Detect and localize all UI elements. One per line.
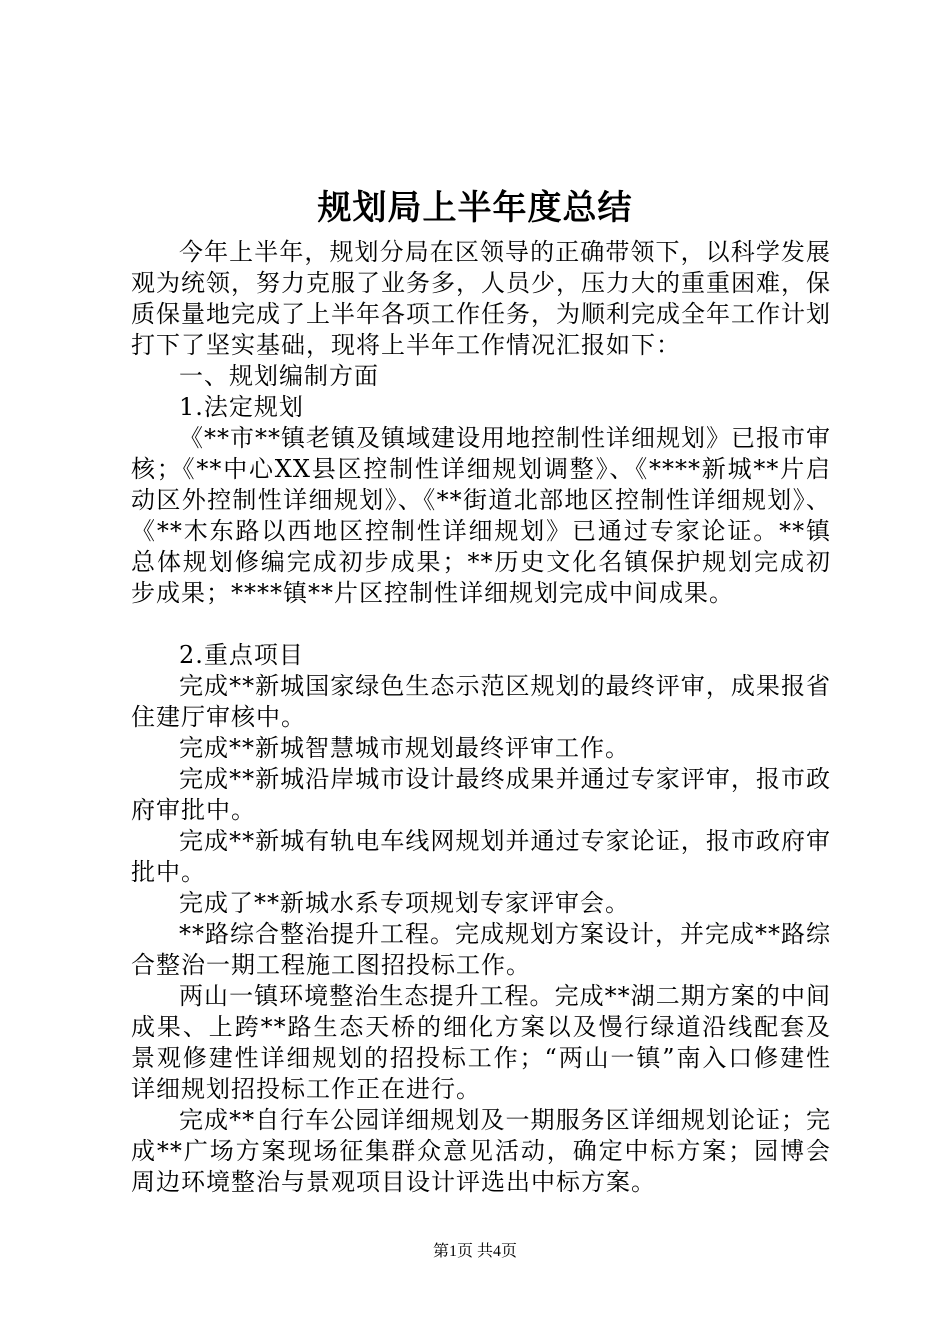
paragraph-project-water-system: 完成了**新城水系专项规划专家评审会。 <box>179 889 630 917</box>
paragraph-project-bicycle-park: 完成**自行车公园详细规划及一期服务区详细规划论证；完成**广场方案现场征集群众意见活动，确定中标方案；园博会周边环境整治与景观项目设计评选出中标方案。 <box>131 1106 831 1196</box>
paragraph-project-tram-network: 完成**新城有轨电车线网规划并通过专家论证，报市政府审批中。 <box>131 827 831 886</box>
subheading-key-projects: 2.重点项目 <box>179 641 304 669</box>
paragraph-project-eco-zone: 完成**新城国家绿色生态示范区规划的最终评审，成果报省住建厅审核中。 <box>131 672 831 731</box>
paragraph-project-smart-city: 完成**新城智慧城市规划最终评审工作。 <box>179 734 630 762</box>
paragraph-intro: 今年上半年，规划分局在区领导的正确带领下，以科学发展观为统领，努力克服了业务多，人员少，压力大的重重困难，保质保量地完成了上半年各项工作任务，为顺利完成全年工作计划打下了坚实基础，现将上半年工作情况汇报如下： <box>131 238 831 359</box>
section-heading-planning: 一、规划编制方面 <box>179 362 379 390</box>
subheading-statutory-planning: 1.法定规划 <box>179 393 304 421</box>
paragraph-statutory-planning: 《**市**镇老镇及镇域建设用地控制性详细规划》已报市审核；《**中心XX县区控制性详细规划调整》、《****新城**片启动区外控制性详细规划》、《**街道北部地区控制性详细规划》、《**木东路以西地区控制性详细规划》已通过专家论证。**镇总体规划修编完成初步成果；**历史文化名镇保护规划完成初步成果；****镇**片区控制性详细规划完成中间成果。 <box>131 424 831 607</box>
paragraph-project-road-renovation: **路综合整治提升工程。完成规划方案设计，并完成**路综合整治一期工程施工图招投标工作。 <box>131 920 831 979</box>
document-title: 规划局上半年度总结 <box>317 188 633 228</box>
paragraph-project-two-mountains: 两山一镇环境整治生态提升工程。完成**湖二期方案的中间成果、上跨**路生态天桥的细化方案以及慢行绿道沿线配套及景观修建性详细规划的招投标工作；“两山一镇”南入口修建性详细规划招投标工作正在进行。 <box>131 982 831 1103</box>
document-body <box>131 237 831 1198</box>
page-footer: 第1页 共4页 <box>432 1243 517 1260</box>
paragraph-project-coastal-design: 完成**新城沿岸城市设计最终成果并通过专家评审，报市政府审批中。 <box>131 765 831 824</box>
